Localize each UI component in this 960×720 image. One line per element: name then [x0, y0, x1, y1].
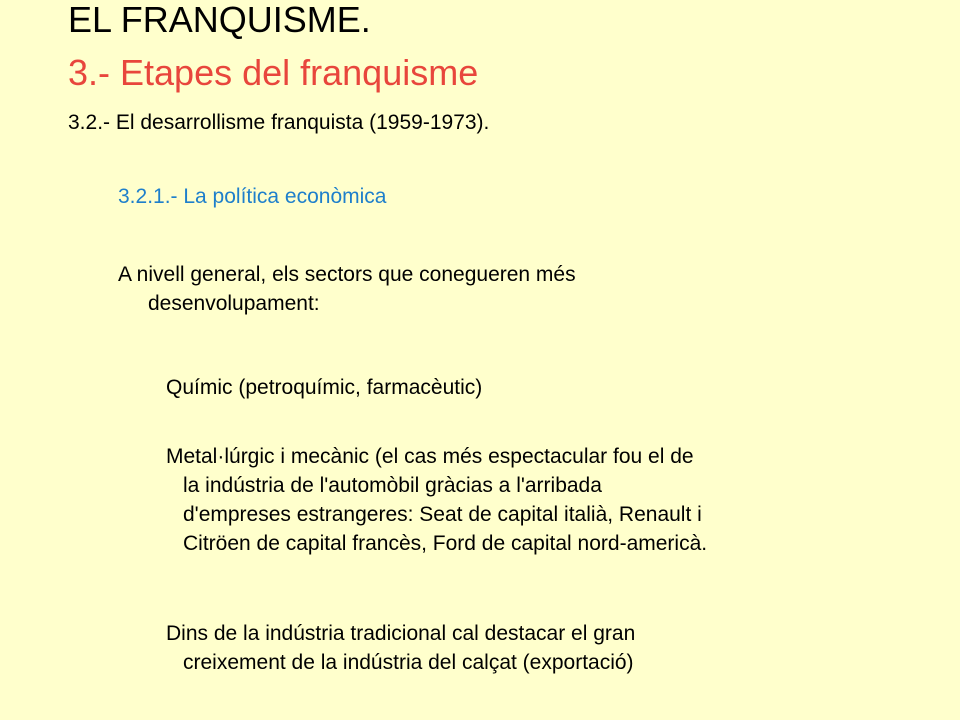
item-line: Dins de la indústria tradicional cal destacar el gran	[166, 622, 636, 645]
subsection-heading: 3.2.1.- La política econòmica	[118, 185, 387, 208]
item-line: la indústria de l'automòbil gràcias a l'arribada	[183, 474, 602, 497]
intro-line: A nivell general, els sectors que conegueren més	[118, 263, 576, 286]
item-line: Metal·lúrgic i mecànic (el cas més espectacular fou el de	[166, 445, 694, 468]
item-line: d'empreses estrangeres: Seat de capital italià, Renault i	[183, 503, 702, 526]
intro-paragraph	[118, 260, 818, 318]
section-heading: 3.2.- El desarrollisme franquista (1959-1973).	[68, 111, 490, 134]
item-line: creixement de la indústria del calçat (exportació)	[183, 651, 634, 674]
sector-item-quimic	[166, 373, 886, 402]
intro-line: desenvolupament:	[148, 292, 320, 315]
sector-item-calcat	[166, 619, 886, 677]
slide-subtitle: 3.- Etapes del franquisme	[68, 52, 479, 93]
item-line: Químic (petroquímic, farmacèutic)	[166, 376, 483, 399]
sector-item-metal	[166, 442, 886, 558]
slide-title: EL FRANQUISME.	[68, 0, 371, 40]
item-line: Citröen de capital francès, Ford de capital nord-americà.	[183, 532, 708, 555]
